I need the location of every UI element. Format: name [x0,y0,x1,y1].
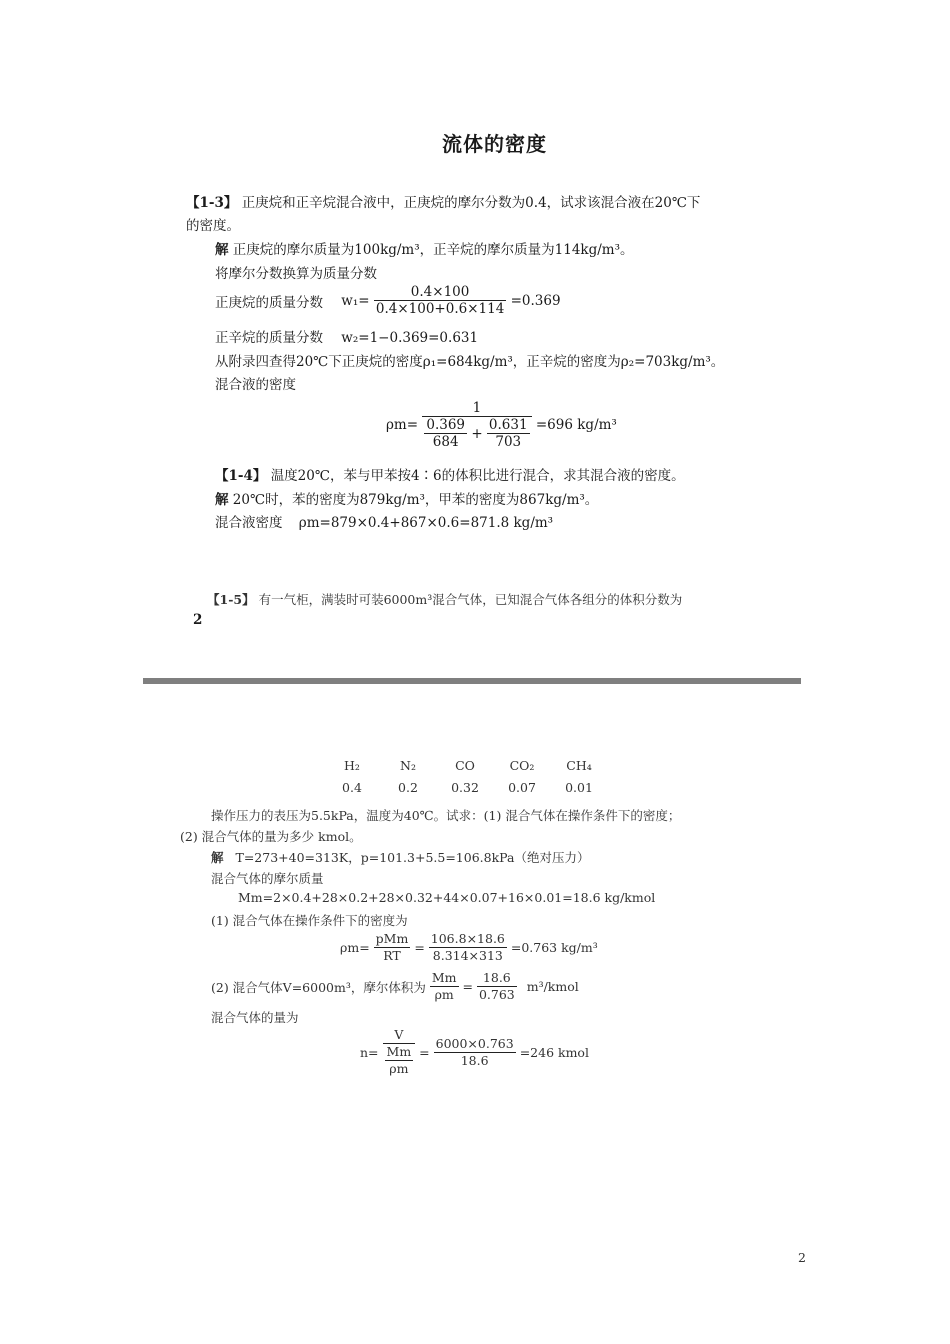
n-inner-fraction [385,1044,414,1077]
problem-text: 温度20℃，苯与甲苯按4∶6的体积比进行混合，求其混合液的密度。 [270,468,685,484]
n-lhs: n= [360,1044,379,1060]
component-name: CH₄ [566,758,592,773]
solution-1-5-line1 [211,848,589,866]
page-title: 流体的密度 [442,132,547,156]
solution-1-5-line3: Mm=2×0.4+28×0.2+28×0.32+44×0.07+16×0.01=18.6 kg/kmol [238,890,656,905]
problem-text: 正庚烷和正辛烷混合液中，正庚烷的摩尔分数为0.4，试求该混合液在20℃下 [241,195,701,211]
w2-label: 正辛烷的质量分数 [215,330,323,346]
component-fraction: 0.01 [565,780,593,795]
component-name: CO₂ [509,758,535,773]
problem-tag: 【1-3】 [186,195,238,211]
solution-1-4-line1 [215,488,598,508]
rho-term-a [424,417,467,450]
component-name: N₂ [400,758,416,773]
gas-amount-formula [360,1027,589,1077]
solution-label: 解 [211,850,224,865]
rho-b-den: 703 [495,434,522,450]
component-fraction: 0.07 [508,780,536,795]
problem-1-4 [215,464,685,484]
w1-denominator: 0.4×100+0.6×114 [375,301,505,317]
solution-label: 解 [215,492,229,508]
mv-den: ρm [434,987,454,1002]
rho-a-den: 684 [432,434,459,450]
rho-fraction-1 [374,931,411,964]
page-divider [143,678,801,684]
rho-result: =696 kg/m³ [535,417,617,433]
density-label: 混合液密度 [215,515,283,531]
n-num2: 6000×0.763 [435,1035,514,1051]
solution-1-3-line3: 从附录四查得20℃下正庚烷的密度ρ₁=684kg/m³，正辛烷的密度为ρ₂=703kg/m³。 [215,354,725,370]
mv-den2: 0.763 [478,987,515,1002]
equals: = [419,1044,430,1060]
mv-fraction-2 [477,970,517,1003]
problem-1-5-line3: (2) 混合气体的量为多少 kmol。 [180,829,362,844]
rho-f2-num: 106.8×18.6 [430,931,505,946]
rho-term-b [487,417,530,450]
n-fraction-1 [383,1027,416,1077]
solution-1-4-line2 [215,511,553,531]
problem-1-3-line2: 的密度。 [186,218,240,234]
component-fraction: 0.2 [398,780,418,795]
solution-1-3-line2: 将摩尔分数换算为质量分数 [215,266,377,282]
solution-1-5-line2: 混合气体的摩尔质量 [211,871,324,886]
n-fraction-2 [434,1036,516,1069]
gas-density-formula [340,931,598,964]
solution-1-5-line4: (1) 混合气体在操作条件下的密度为 [211,913,408,928]
density-expression: ρm=879×0.4+867×0.6=871.8 kg/m³ [298,515,554,531]
plus-sign: + [471,425,483,442]
n-den-den: ρm [389,1061,409,1076]
w2-expression: w₂=1−0.369=0.631 [341,330,479,346]
rho-numerator: 1 [422,400,531,417]
problem-1-3-line1 [186,191,700,211]
n-num: V [383,1027,416,1044]
mass-fraction-w2 [215,326,478,346]
component-name: CO [455,758,475,773]
problem-tag: 【1-5】 [207,592,255,607]
rho-result: =0.763 kg/m³ [510,940,598,955]
n-den2: 18.6 [460,1052,489,1068]
rho-f2-den: 8.314×313 [432,948,503,963]
solution-text: 20℃时，苯的密度为879kg/m³，甲苯的密度为867kg/m³。 [232,492,599,508]
w1-lhs: w₁= [341,292,370,309]
rho-lhs: ρm= [386,417,419,433]
mv-num2: 18.6 [477,970,517,987]
page-mark: 2 [193,612,203,628]
problem-tag: 【1-4】 [215,468,267,484]
w1-fraction [374,284,506,317]
n-den [383,1044,416,1077]
equals: = [462,979,473,994]
solution-text: T=273+40=313K，p=101.3+5.5=106.8kPa（绝对压力） [235,850,590,865]
rho-b-num: 0.631 [488,417,528,433]
rho-f1-den: RT [383,948,401,963]
rho-fraction-2 [429,931,507,964]
n-result: =246 kmol [519,1044,589,1060]
w1-label: 正庚烷的质量分数 [215,294,323,311]
solution-1-3-line4: 混合液的密度 [215,377,296,393]
component-fraction: 0.4 [342,780,362,795]
rho-lhs: ρm= [340,940,370,955]
w1-numerator: 0.4×100 [374,284,506,301]
mv-fraction-1 [430,970,459,1003]
solution-1-5-line6: 混合气体的量为 [211,1010,299,1025]
component-fraction: 0.32 [451,780,479,795]
mixture-density-formula [386,400,617,450]
mv-unit: m³/kmol [526,979,579,994]
solution-label: 解 [215,242,229,258]
problem-1-5-line2: 操作压力的表压为5.5kPa，温度为40℃。试求：(1) 混合气体在操作条件下的密度； [211,808,681,823]
mass-fraction-w1 [215,284,561,317]
molar-volume-line [211,970,579,1003]
n-den-num: Mm [386,1044,412,1059]
component-name: H₂ [344,758,360,773]
solution-text: 正庚烷的摩尔质量为100kg/m³，正辛烷的摩尔质量为114kg/m³。 [232,242,634,258]
page-number: 2 [798,1250,806,1265]
problem-1-5 [207,590,682,608]
molar-volume-text: (2) 混合气体V=6000m³，摩尔体积为 [211,979,426,995]
equals: = [414,940,425,955]
problem-text: 有一气柜，满装时可装6000m³混合气体，已知混合气体各组分的体积分数为 [258,592,683,607]
rho-f1-num: pMm [375,931,409,946]
rho-fraction [422,400,531,450]
rho-a-num: 0.369 [426,417,466,433]
w1-result: =0.369 [510,292,561,309]
mv-num: Mm [431,970,457,985]
solution-1-3-line1 [215,238,634,258]
rho-denominator [422,417,531,450]
